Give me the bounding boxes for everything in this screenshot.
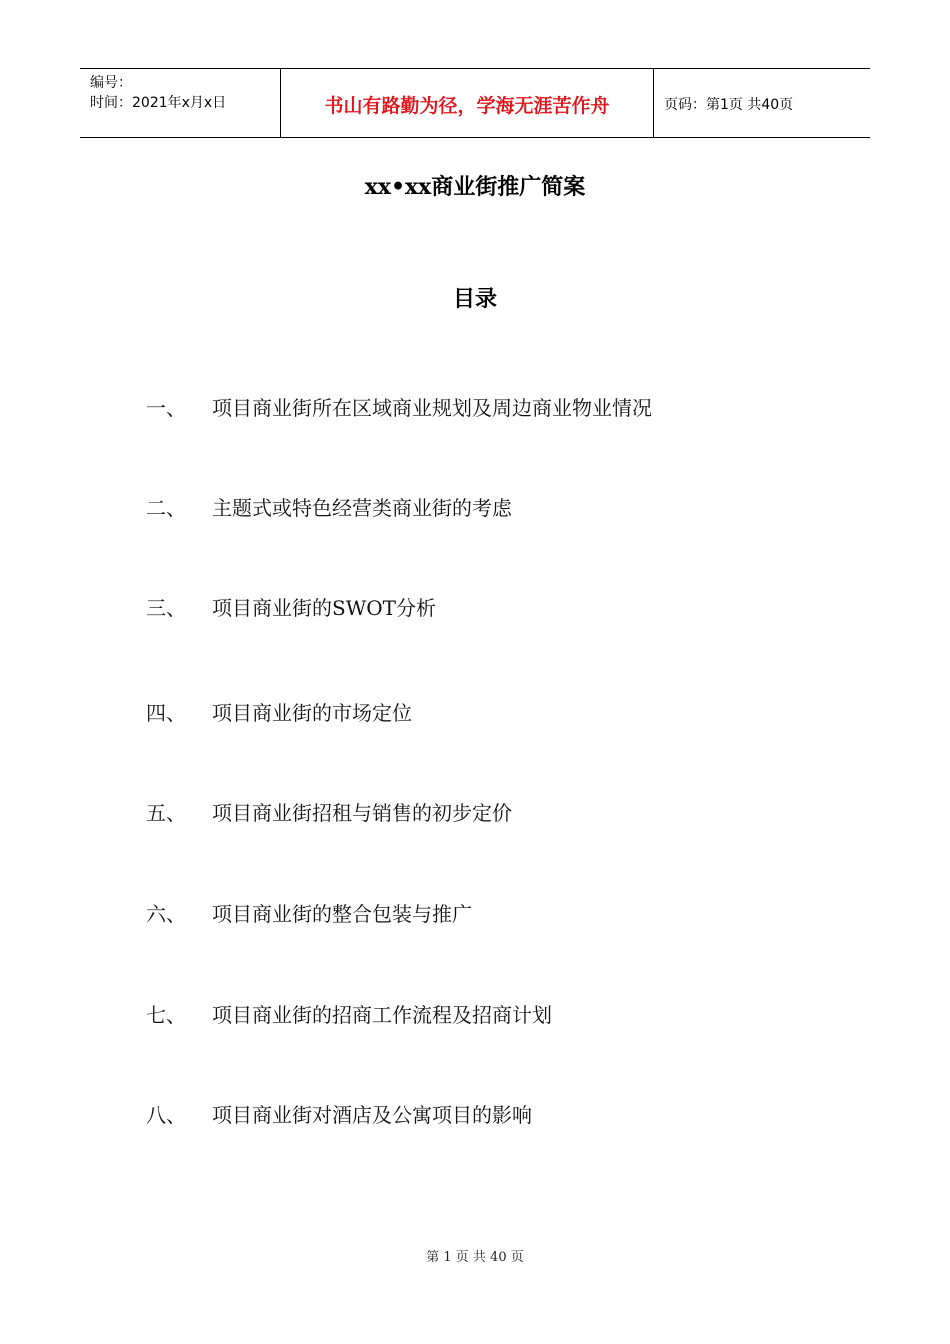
toc-item-8 xyxy=(0,1099,950,1129)
toc-item-text: 主题式或特色经营类商业街的考虑 xyxy=(212,496,512,520)
toc-item-number: 四、 xyxy=(146,701,186,725)
document-title: xx•xx商业街推广简案 xyxy=(364,174,586,200)
toc-item-text: 项目商业街的招商工作流程及招商计划 xyxy=(212,1003,552,1027)
page-footer: 第 1 页 共 40 页 xyxy=(426,1250,524,1265)
document-number-label: 编号： xyxy=(90,75,132,91)
header-page-info: 页码：第1页 共40页 xyxy=(664,97,794,113)
toc-item-text: 项目商业街招租与销售的初步定价 xyxy=(212,801,512,825)
toc-item-text: 项目商业街的市场定位 xyxy=(212,701,412,725)
toc-item-number: 八、 xyxy=(146,1103,186,1127)
header-meta-cell xyxy=(80,69,281,137)
toc-item-1 xyxy=(0,392,950,422)
toc-item-2 xyxy=(0,492,950,522)
toc-item-4 xyxy=(0,697,950,727)
toc-item-text: 项目商业街的SWOT分析 xyxy=(212,596,436,620)
toc-item-number: 一、 xyxy=(146,396,186,420)
toc-item-number: 七、 xyxy=(146,1003,186,1027)
toc-item-text: 项目商业街所在区域商业规划及周边商业物业情况 xyxy=(212,396,652,420)
toc-item-number: 二、 xyxy=(146,496,186,520)
header-page-cell xyxy=(654,69,870,137)
toc-item-5 xyxy=(0,797,950,827)
toc-heading: 目录 xyxy=(452,286,497,312)
toc-item-3 xyxy=(0,592,950,622)
toc-item-number: 三、 xyxy=(146,596,186,620)
header-motto: 书山有路勤为径，学海无涯苦作舟 xyxy=(324,95,610,117)
toc-item-7 xyxy=(0,999,950,1029)
toc-item-number: 五、 xyxy=(146,801,186,825)
toc-item-text: 项目商业街对酒店及公寓项目的影响 xyxy=(212,1103,532,1127)
page-header xyxy=(80,68,870,138)
header-motto-cell xyxy=(281,69,654,137)
toc-item-6 xyxy=(0,898,950,928)
toc-item-text: 项目商业街的整合包装与推广 xyxy=(212,902,472,926)
document-time-label: 时间：2021年x月x日 xyxy=(90,95,227,111)
toc-item-number: 六、 xyxy=(146,902,186,926)
